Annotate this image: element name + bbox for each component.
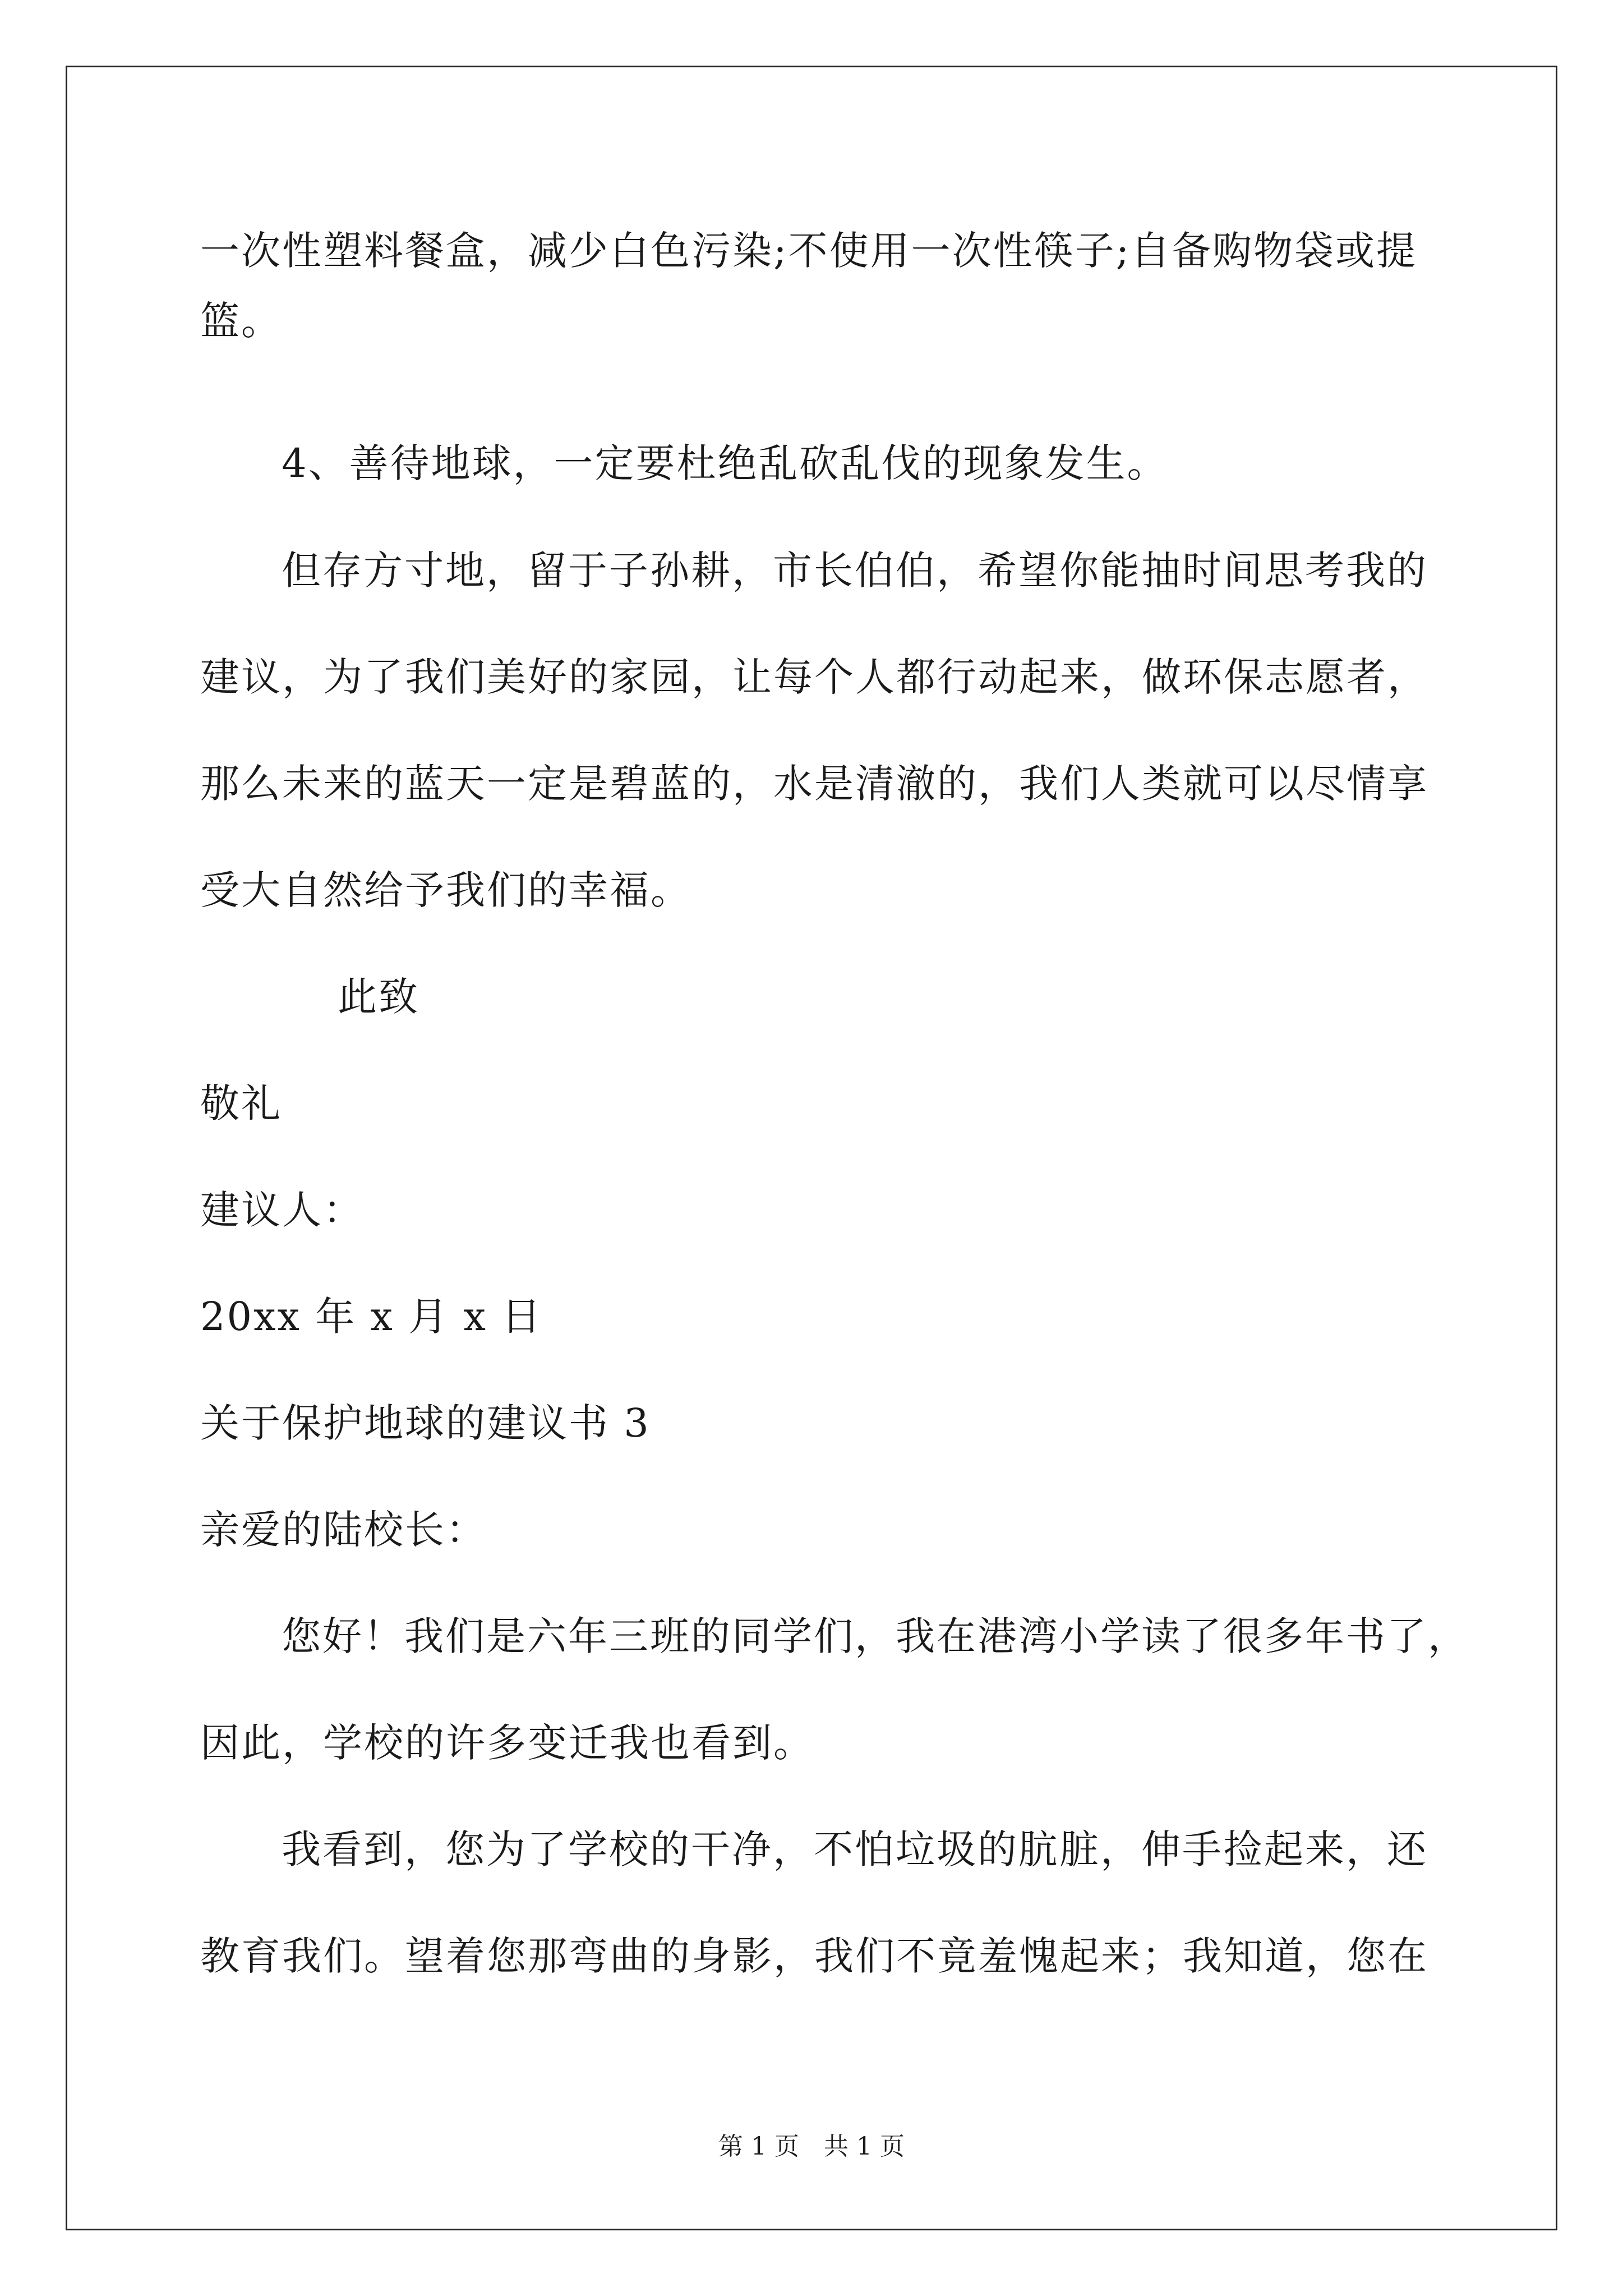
text-line: 受大自然给予我们的幸福。	[200, 867, 691, 913]
text-line: 一次性塑料餐盒，减少白色污染;不使用一次性筷子;自备购物袋或提	[200, 228, 1418, 274]
text-line: 那么未来的蓝天一定是碧蓝的，水是清澈的，我们人类就可以尽情享	[200, 761, 1428, 807]
page-footer: 第 1 页 共 1 页	[718, 2132, 905, 2161]
text-line: 您好！我们是六年三班的同学们，我在港湾小学读了很多年书了，	[282, 1613, 1469, 1659]
text-line: 但存方寸地，留于子孙耕，市长伯伯，希望你能抽时间思考我的	[282, 547, 1428, 593]
section-title: 关于保护地球的建议书 3	[200, 1400, 651, 1446]
page-border	[66, 66, 1557, 2230]
text-line: 因此，学校的许多变迁我也看到。	[200, 1720, 814, 1766]
text-line: 4、善待地球，一定要杜绝乱砍乱伐的现象发生。	[282, 440, 1168, 486]
signature-label: 建议人：	[200, 1187, 364, 1233]
greeting: 亲爱的陆校长：	[200, 1507, 487, 1553]
text-line: 教育我们。望着您那弯曲的身影，我们不竟羞愧起来；我知道，您在	[200, 1933, 1428, 1979]
text-line: 我看到，您为了学校的干净，不怕垃圾的肮脏，伸手捡起来，还	[282, 1826, 1428, 1872]
date-line: 20xx 年 x 月 x 日	[200, 1294, 543, 1340]
text-line: 建议，为了我们美好的家园，让每个人都行动起来，做环保志愿者，	[200, 654, 1428, 700]
closing-salutation: 此致	[338, 974, 419, 1020]
text-line: 篮。	[200, 298, 282, 344]
closing-regards: 敬礼	[200, 1080, 282, 1126]
